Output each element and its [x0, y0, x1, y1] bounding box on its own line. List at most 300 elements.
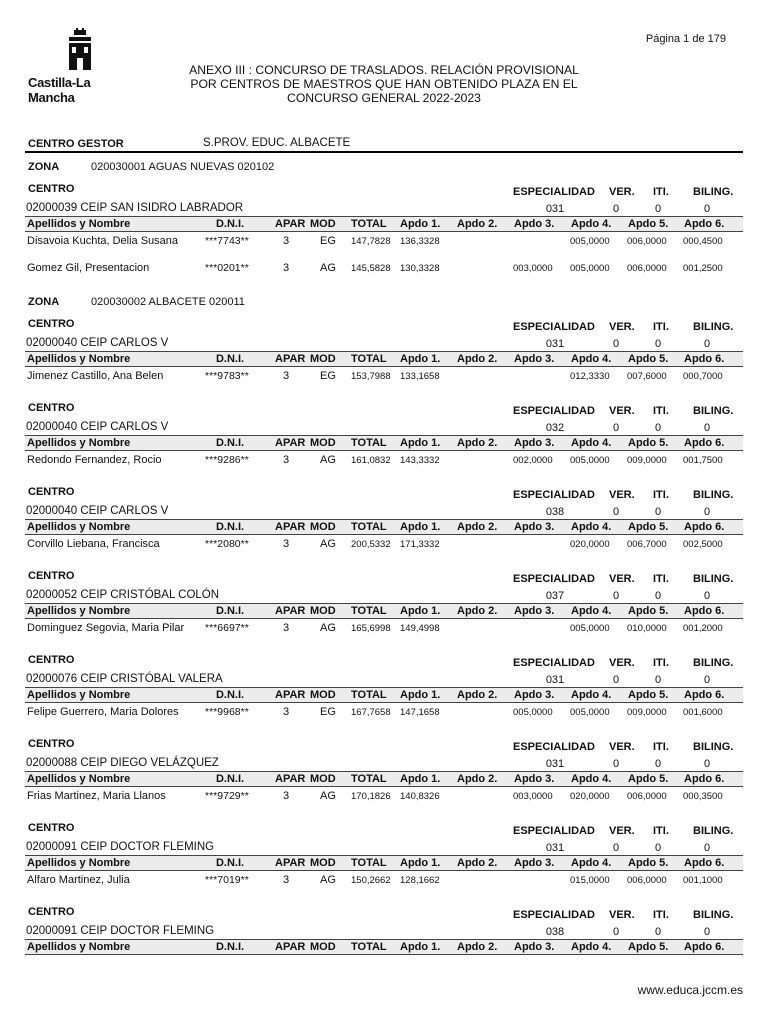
mod-value: EG: [320, 706, 336, 718]
col-apdo2: Apdo 2.: [457, 941, 498, 953]
especialidad-label: ESPECIALIDAD: [513, 825, 595, 837]
col-mod: MOD: [310, 521, 336, 533]
applicant-name: Felipe Guerrero, Maria Dolores: [27, 706, 179, 718]
applicant-name: Frias Martinez, Maria Llanos: [27, 790, 166, 802]
score-total: 167,7658: [351, 707, 391, 718]
header-rule: [25, 231, 743, 232]
dni-value: ***0201**: [205, 262, 249, 274]
col-apdo3: Apdo 3.: [514, 857, 555, 869]
score-a1: 133,1658: [400, 371, 440, 382]
col-total: TOTAL: [351, 857, 387, 869]
score-a5: 006,0000: [627, 236, 667, 247]
header-rule: [25, 216, 743, 217]
iti-value: 0: [654, 926, 662, 938]
centro-block: [25, 570, 743, 650]
header-rule: [25, 855, 743, 856]
col-apdo6: Apdo 6.: [684, 218, 725, 230]
zona-value: 020030001 AGUAS NUEVAS 020102: [91, 161, 275, 173]
apar-value: 3: [282, 454, 290, 466]
score-total: 153,7988: [351, 371, 391, 382]
title-line: POR CENTROS DE MAESTROS QUE HAN OBTENIDO PLAZA EN EL: [190, 77, 578, 91]
especialidad-value: 038: [545, 926, 565, 938]
page-number: Página 1 de 179: [645, 33, 726, 45]
col-apdo2: Apdo 2.: [457, 353, 498, 365]
logo: [28, 28, 138, 105]
apar-value: 3: [282, 235, 290, 247]
col-apellidos: Apellidos y Nombre: [27, 773, 131, 785]
centro-label: CENTRO: [28, 318, 75, 330]
col-apdo6: Apdo 6.: [684, 437, 725, 449]
iti-value: 0: [654, 203, 662, 215]
centro-gestor-label: CENTRO GESTOR: [28, 138, 124, 150]
zona-label: ZONA: [28, 296, 60, 308]
col-apellidos: Apellidos y Nombre: [27, 605, 131, 617]
col-apdo3: Apdo 3.: [514, 773, 555, 785]
col-dni: D.N.I.: [215, 941, 245, 953]
score-a5: 006,0000: [627, 263, 667, 274]
score-a5: 009,0000: [627, 455, 667, 466]
score-total: 161,0832: [351, 455, 391, 466]
col-apdo5: Apdo 5.: [628, 437, 669, 449]
centro-block: [25, 906, 743, 986]
col-dni: D.N.I.: [215, 773, 245, 785]
centro-label: CENTRO: [28, 183, 75, 195]
applicant-name: Alfaro Martinez, Julia: [27, 874, 130, 886]
apar-value: 3: [282, 622, 290, 634]
centro-name: 02000091 CEIP DOCTOR FLEMING: [26, 925, 215, 937]
mod-value: AG: [320, 622, 336, 634]
col-apdo5: Apdo 5.: [628, 689, 669, 701]
castle-crest-icon: [66, 28, 94, 72]
ver-value: 0: [612, 842, 620, 854]
centro-block: [25, 318, 743, 398]
table-row: [25, 538, 743, 554]
col-apar: APAR: [275, 437, 306, 449]
biling-label: BILING.: [693, 321, 734, 333]
ver-label: VER.: [609, 405, 635, 417]
col-apdo4: Apdo 4.: [571, 218, 612, 230]
col-apdo1: Apdo 1.: [400, 605, 441, 617]
score-a1: 140,8326: [400, 791, 440, 802]
col-apdo2: Apdo 2.: [457, 605, 498, 617]
table-row: [25, 235, 743, 251]
col-apdo5: Apdo 5.: [628, 605, 669, 617]
header-rule: [25, 687, 743, 688]
dni-value: ***7019**: [205, 874, 249, 886]
col-apdo6: Apdo 6.: [684, 353, 725, 365]
col-apdo5: Apdo 5.: [628, 353, 669, 365]
col-dni: D.N.I.: [215, 857, 245, 869]
col-apdo1: Apdo 1.: [400, 857, 441, 869]
score-a4: 005,0000: [570, 707, 610, 718]
col-apdo3: Apdo 3.: [514, 941, 555, 953]
iti-label: ITI.: [653, 825, 669, 837]
score-a6: 001,2500: [683, 263, 723, 274]
col-apdo1: Apdo 1.: [400, 218, 441, 230]
col-apdo5: Apdo 5.: [628, 521, 669, 533]
apar-value: 3: [282, 874, 290, 886]
header-rule: [25, 870, 743, 871]
col-apellidos: Apellidos y Nombre: [27, 857, 131, 869]
mod-value: AG: [320, 790, 336, 802]
ver-value: 0: [612, 674, 620, 686]
ver-value: 0: [612, 203, 620, 215]
col-apdo5: Apdo 5.: [628, 857, 669, 869]
col-apdo5: Apdo 5.: [628, 218, 669, 230]
biling-label: BILING.: [693, 573, 734, 585]
header-rule: [25, 786, 743, 787]
col-mod: MOD: [310, 218, 336, 230]
col-mod: MOD: [310, 437, 336, 449]
col-apar: APAR: [275, 521, 306, 533]
table-row: [25, 370, 743, 386]
dni-value: ***9968**: [205, 706, 249, 718]
col-apar: APAR: [275, 857, 306, 869]
col-apdo4: Apdo 4.: [571, 941, 612, 953]
centro-name: 02000040 CEIP CARLOS V: [26, 421, 169, 433]
mod-value: EG: [320, 235, 336, 247]
centro-name: 02000091 CEIP DOCTOR FLEMING: [26, 841, 215, 853]
ver-value: 0: [612, 422, 620, 434]
header-rule: [25, 771, 743, 772]
applicant-name: Gomez Gil, Presentacion: [27, 262, 150, 274]
dni-value: ***7743**: [205, 235, 249, 247]
score-a1: 143,3332: [400, 455, 440, 466]
biling-value: 0: [703, 590, 711, 602]
ver-value: 0: [612, 506, 620, 518]
ver-label: VER.: [609, 657, 635, 669]
col-total: TOTAL: [351, 941, 387, 953]
ver-label: VER.: [609, 825, 635, 837]
header-rule: [25, 954, 743, 955]
header-rule: [25, 534, 743, 535]
col-apar: APAR: [275, 941, 306, 953]
col-apdo1: Apdo 1.: [400, 689, 441, 701]
centro-name: 02000076 CEIP CRISTÓBAL VALERA: [26, 673, 223, 685]
biling-value: 0: [703, 506, 711, 518]
score-total: 200,5332: [351, 539, 391, 550]
iti-label: ITI.: [653, 741, 669, 753]
header-rule: [25, 702, 743, 703]
col-apdo1: Apdo 1.: [400, 353, 441, 365]
biling-label: BILING.: [693, 825, 734, 837]
col-apdo4: Apdo 4.: [571, 437, 612, 449]
score-a6: 001,6000: [683, 707, 723, 718]
score-a4: 005,0000: [570, 236, 610, 247]
score-a1: 130,3328: [400, 263, 440, 274]
score-a4: 020,0000: [570, 791, 610, 802]
col-apdo4: Apdo 4.: [571, 521, 612, 533]
col-apellidos: Apellidos y Nombre: [27, 689, 131, 701]
header-rule: [25, 618, 743, 619]
iti-label: ITI.: [653, 909, 669, 921]
biling-label: BILING.: [693, 405, 734, 417]
col-apdo2: Apdo 2.: [457, 689, 498, 701]
col-dni: D.N.I.: [215, 353, 245, 365]
col-total: TOTAL: [351, 773, 387, 785]
especialidad-label: ESPECIALIDAD: [513, 741, 595, 753]
col-apdo3: Apdo 3.: [514, 689, 555, 701]
iti-value: 0: [654, 674, 662, 686]
col-apdo4: Apdo 4.: [571, 353, 612, 365]
col-dni: D.N.I.: [215, 218, 245, 230]
score-a3: 002,0000: [513, 455, 553, 466]
centro-label: CENTRO: [28, 486, 75, 498]
iti-label: ITI.: [653, 657, 669, 669]
col-apar: APAR: [275, 689, 306, 701]
ver-label: VER.: [609, 741, 635, 753]
centro-name: 02000039 CEIP SAN ISIDRO LABRADOR: [26, 202, 244, 214]
col-apdo3: Apdo 3.: [514, 521, 555, 533]
col-apdo4: Apdo 4.: [571, 689, 612, 701]
col-apdo1: Apdo 1.: [400, 437, 441, 449]
col-apar: APAR: [275, 218, 306, 230]
ver-label: VER.: [609, 321, 635, 333]
especialidad-label: ESPECIALIDAD: [513, 405, 595, 417]
biling-value: 0: [703, 674, 711, 686]
col-apellidos: Apellidos y Nombre: [27, 437, 131, 449]
biling-value: 0: [703, 338, 711, 350]
score-a3: 005,0000: [513, 707, 553, 718]
especialidad-value: 031: [545, 758, 565, 770]
centro-label: CENTRO: [28, 570, 75, 582]
score-a3: 003,0000: [513, 791, 553, 802]
applicant-name: Disavoia Kuchta, Delia Susana: [27, 235, 179, 247]
centro-label: CENTRO: [28, 738, 75, 750]
score-a6: 001,7500: [683, 455, 723, 466]
header-rule: [25, 351, 743, 352]
score-a5: 010,0000: [627, 623, 667, 634]
col-total: TOTAL: [351, 605, 387, 617]
apar-value: 3: [282, 262, 290, 274]
apar-value: 3: [282, 790, 290, 802]
centro-label: CENTRO: [28, 654, 75, 666]
header-rule: [25, 366, 743, 367]
col-mod: MOD: [310, 689, 336, 701]
centro-block: [25, 486, 743, 566]
col-mod: MOD: [310, 605, 336, 617]
table-row: [25, 622, 743, 638]
col-apdo6: Apdo 6.: [684, 857, 725, 869]
biling-label: BILING.: [693, 909, 734, 921]
header-rule: [25, 519, 743, 520]
header-rule: [25, 450, 743, 451]
col-apdo1: Apdo 1.: [400, 941, 441, 953]
score-a1: 147,1658: [400, 707, 440, 718]
col-apellidos: Apellidos y Nombre: [27, 353, 131, 365]
score-a4: 012,3330: [570, 371, 610, 382]
col-apdo1: Apdo 1.: [400, 521, 441, 533]
especialidad-value: 032: [545, 422, 565, 434]
score-a1: 128,1662: [400, 875, 440, 886]
table-row: [25, 790, 743, 806]
applicant-name: Corvillo Liebana, Francisca: [27, 538, 160, 550]
brand-name: Castilla-La Mancha: [28, 75, 91, 105]
centro-label: CENTRO: [28, 906, 75, 918]
especialidad-value: 031: [545, 674, 565, 686]
mod-value: AG: [320, 454, 336, 466]
especialidad-label: ESPECIALIDAD: [513, 657, 595, 669]
mod-value: EG: [320, 370, 336, 382]
col-apdo6: Apdo 6.: [684, 773, 725, 785]
score-total: 165,6998: [351, 623, 391, 634]
header-rule: [25, 939, 743, 940]
centro-label: CENTRO: [28, 822, 75, 834]
iti-value: 0: [654, 842, 662, 854]
ver-value: 0: [612, 758, 620, 770]
centro-block: [25, 822, 743, 902]
col-total: TOTAL: [351, 521, 387, 533]
dni-value: ***9286**: [205, 454, 249, 466]
ver-value: 0: [612, 926, 620, 938]
score-a4: 005,0000: [570, 455, 610, 466]
score-total: 147,7828: [351, 236, 391, 247]
apar-value: 3: [282, 706, 290, 718]
col-total: TOTAL: [351, 437, 387, 449]
centro-gestor-value: S.PROV. EDUC. ALBACETE: [203, 137, 351, 149]
especialidad-value: 031: [545, 203, 565, 215]
gestor-divider: [25, 151, 743, 153]
col-apdo4: Apdo 4.: [571, 605, 612, 617]
centro-block: [25, 183, 743, 274]
biling-label: BILING.: [693, 657, 734, 669]
title-line: CONCURSO GENERAL 2022-2023: [287, 91, 481, 105]
iti-label: ITI.: [653, 321, 669, 333]
zona-label: ZONA: [28, 161, 60, 173]
iti-value: 0: [654, 758, 662, 770]
col-apar: APAR: [275, 773, 306, 785]
score-a5: 006,0000: [627, 791, 667, 802]
col-mod: MOD: [310, 353, 336, 365]
title-line: ANEXO III : CONCURSO DE TRASLADOS. RELACIÓN PROVISIONAL: [189, 63, 579, 77]
especialidad-label: ESPECIALIDAD: [513, 321, 595, 333]
col-apdo3: Apdo 3.: [514, 353, 555, 365]
dni-value: ***6697**: [205, 622, 249, 634]
biling-label: BILING.: [693, 489, 734, 501]
mod-value: AG: [320, 262, 336, 274]
col-apdo4: Apdo 4.: [571, 773, 612, 785]
score-a5: 007,6000: [627, 371, 667, 382]
especialidad-value: 031: [545, 338, 565, 350]
centro-name: 02000088 CEIP DIEGO VELÁZQUEZ: [26, 757, 219, 769]
biling-label: BILING.: [693, 741, 734, 753]
iti-label: ITI.: [653, 573, 669, 585]
col-apdo3: Apdo 3.: [514, 218, 555, 230]
score-a1: 149,4998: [400, 623, 440, 634]
col-apdo6: Apdo 6.: [684, 941, 725, 953]
biling-value: 0: [703, 842, 711, 854]
score-total: 170,1826: [351, 791, 391, 802]
score-a6: 002,5000: [683, 539, 723, 550]
especialidad-label: ESPECIALIDAD: [513, 909, 595, 921]
score-a4: 020,0000: [570, 539, 610, 550]
table-row: [25, 706, 743, 722]
especialidad-label: ESPECIALIDAD: [513, 573, 595, 585]
ver-label: VER.: [609, 489, 635, 501]
score-total: 150,2662: [351, 875, 391, 886]
centro-name: 02000052 CEIP CRISTÓBAL COLÓN: [26, 589, 220, 601]
col-total: TOTAL: [351, 353, 387, 365]
iti-label: ITI.: [653, 186, 669, 198]
centro-name: 02000040 CEIP CARLOS V: [26, 505, 169, 517]
centro-name: 02000040 CEIP CARLOS V: [26, 337, 169, 349]
col-apellidos: Apellidos y Nombre: [27, 218, 131, 230]
iti-value: 0: [654, 338, 662, 350]
zona-value: 020030002 ALBACETE 020011: [91, 296, 245, 308]
col-apar: APAR: [275, 353, 306, 365]
apar-value: 3: [282, 370, 290, 382]
iti-value: 0: [654, 422, 662, 434]
mod-value: AG: [320, 874, 336, 886]
col-apdo6: Apdo 6.: [684, 521, 725, 533]
score-a5: 006,0000: [627, 875, 667, 886]
col-apdo5: Apdo 5.: [628, 773, 669, 785]
iti-value: 0: [654, 506, 662, 518]
mod-value: AG: [320, 538, 336, 550]
col-apdo2: Apdo 2.: [457, 218, 498, 230]
col-apdo6: Apdo 6.: [684, 689, 725, 701]
biling-value: 0: [703, 422, 711, 434]
centro-label: CENTRO: [28, 402, 75, 414]
col-mod: MOD: [310, 941, 336, 953]
ver-value: 0: [612, 590, 620, 602]
score-a3: 003,0000: [513, 263, 553, 274]
table-row: [25, 262, 743, 278]
col-apdo2: Apdo 2.: [457, 437, 498, 449]
dni-value: ***9729**: [205, 790, 249, 802]
iti-label: ITI.: [653, 405, 669, 417]
dni-value: ***9783**: [205, 370, 249, 382]
col-dni: D.N.I.: [215, 605, 245, 617]
score-a6: 001,1000: [683, 875, 723, 886]
header-rule: [25, 603, 743, 604]
col-mod: MOD: [310, 773, 336, 785]
score-a4: 005,0000: [570, 623, 610, 634]
col-apdo5: Apdo 5.: [628, 941, 669, 953]
biling-label: BILING.: [693, 186, 734, 198]
header-rule: [25, 435, 743, 436]
score-a4: 005,0000: [570, 263, 610, 274]
ver-label: VER.: [609, 186, 635, 198]
centro-block: [25, 654, 743, 734]
col-apdo2: Apdo 2.: [457, 521, 498, 533]
col-apdo3: Apdo 3.: [514, 605, 555, 617]
col-dni: D.N.I.: [215, 521, 245, 533]
table-row: [25, 874, 743, 890]
biling-value: 0: [703, 758, 711, 770]
score-a6: 000,3500: [683, 791, 723, 802]
col-total: TOTAL: [351, 689, 387, 701]
iti-label: ITI.: [653, 489, 669, 501]
applicant-name: Redondo Fernandez, Rocio: [27, 454, 162, 466]
col-apdo6: Apdo 6.: [684, 605, 725, 617]
applicant-name: Dominguez Segovia, Maria Pilar: [27, 622, 185, 634]
col-dni: D.N.I.: [215, 437, 245, 449]
applicant-name: Jimenez Castillo, Ana Belen: [27, 370, 164, 382]
col-apar: APAR: [275, 605, 306, 617]
col-apdo4: Apdo 4.: [571, 857, 612, 869]
col-apellidos: Apellidos y Nombre: [27, 941, 131, 953]
col-apdo3: Apdo 3.: [514, 437, 555, 449]
score-a1: 136,3328: [400, 236, 440, 247]
table-row: [25, 454, 743, 470]
ver-value: 0: [612, 338, 620, 350]
especialidad-label: ESPECIALIDAD: [513, 489, 595, 501]
dni-value: ***2080**: [205, 538, 249, 550]
score-total: 145,5828: [351, 263, 391, 274]
centro-block: [25, 738, 743, 818]
ver-label: VER.: [609, 909, 635, 921]
